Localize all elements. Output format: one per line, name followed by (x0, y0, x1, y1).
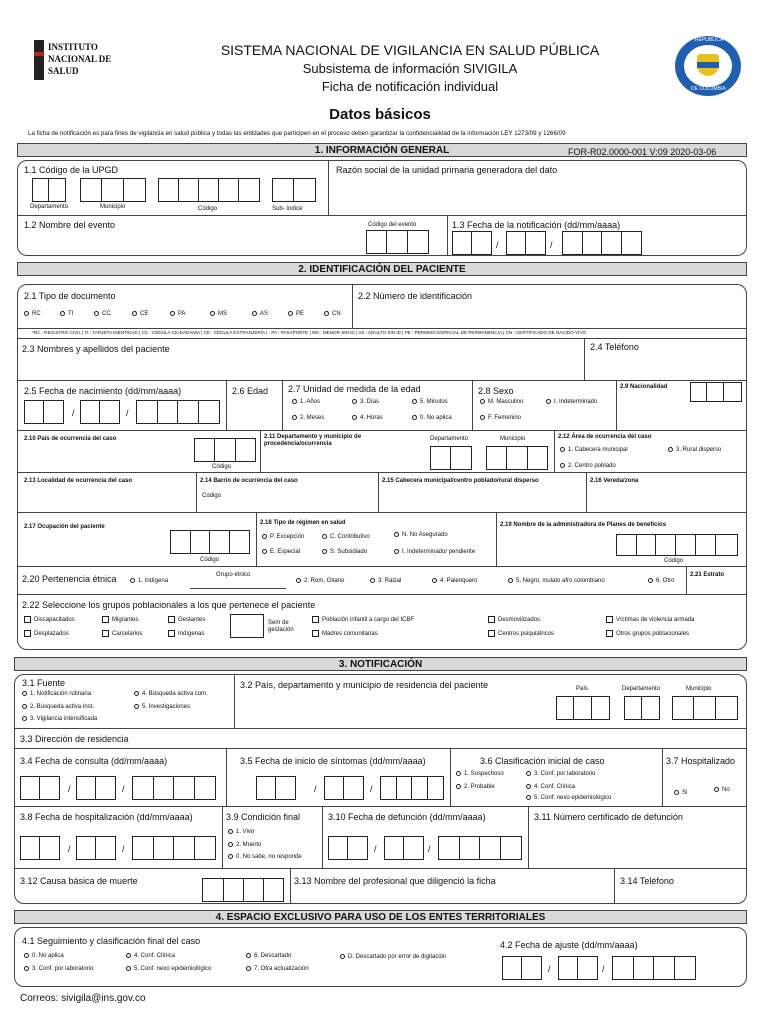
death-year-input[interactable] (438, 836, 522, 860)
label-razon-social: Razón social de la unidad primaria generadora del dato (336, 165, 558, 175)
symptom-month-input[interactable] (324, 776, 364, 800)
label-3-12: 3.12 Causa básica de muerte (20, 876, 138, 886)
section-1-header: 1. INFORMACIÓN GENERAL (17, 143, 747, 157)
upgd-code-label: Código (198, 206, 218, 212)
label-3-7: 3.7 Hospitalizado (666, 756, 736, 766)
label-2-14: 2.14 Barrio de ocurrencia del caso (200, 478, 298, 484)
unit-minutos[interactable]: 5. Minutos (412, 398, 448, 407)
upgd-mun-label: Municipio (100, 204, 126, 210)
grupo-madres-comunitarias[interactable]: Madres comunitarias (312, 630, 378, 639)
etnia-rom[interactable]: 2. Rom, Gitano (296, 577, 344, 586)
semanas-gestacion-label: Sem de gestación (268, 620, 294, 633)
proc-mun-input[interactable] (486, 446, 548, 470)
grupo-icbf[interactable]: Población infantil a cargo del ICBF (312, 616, 414, 625)
grupo-indigenas[interactable]: Indígenas (168, 630, 204, 639)
hosp-day-input[interactable] (20, 836, 60, 860)
label-2-8: 2.8 Sexo (478, 386, 514, 396)
grupo-gestantes[interactable]: Gestantes (168, 616, 205, 625)
clasif-conf-clinica[interactable]: 4. Conf. Clínica (526, 783, 575, 792)
logo-mark-icon (34, 40, 44, 80)
footer-email: Correos: sivigila@ins.gov.co (20, 993, 146, 1004)
label-2-20: 2.20 Pertenencia étnica (22, 574, 117, 584)
ins-logo (34, 38, 124, 82)
upgd-dept-input[interactable] (32, 178, 66, 202)
area-centro[interactable]: 2. Centro poblado (560, 462, 616, 471)
grupo-otros[interactable]: Otros grupos poblacionales (606, 630, 689, 639)
death-cause-input[interactable] (202, 878, 284, 902)
doc-type-cc[interactable]: CC (94, 310, 111, 319)
occupation-code-input[interactable] (170, 530, 250, 554)
label-2-15: 2.15 Cabecera municipal/centro poblado/rural disperso (382, 478, 539, 484)
label-3-9: 3.9 Condición final (226, 812, 301, 822)
doc-type-ti[interactable]: TI (60, 310, 73, 319)
logo-line-3: SALUD (48, 66, 79, 76)
symptom-day-input[interactable] (256, 776, 296, 800)
grupo-discapacitados[interactable]: Discapacitados (24, 616, 75, 625)
unit-anos[interactable]: 1. Años (292, 398, 320, 407)
label-3-13: 3.13 Nombre del profesional que diligenció la ficha (294, 876, 496, 886)
unit-dias[interactable]: 3. Días (352, 398, 379, 407)
country-code-label: Código (212, 464, 232, 470)
label-3-8: 3.8 Fecha de hospitalización (dd/mm/aaaa) (20, 812, 193, 822)
grupo-etnico-label: Grupo étnico (216, 572, 251, 578)
area-rural[interactable]: 3. Rural disperso (668, 446, 721, 455)
doc-type-pe[interactable]: PE (288, 310, 304, 319)
regimen-especial[interactable]: E. Especial (262, 548, 300, 557)
unit-horas[interactable]: 4. Horas (352, 414, 383, 423)
label-3-14: 3.14 Teléfono (620, 876, 674, 886)
colombia-seal-icon (675, 36, 741, 96)
grupo-migrantes[interactable]: Migrantes (102, 616, 138, 625)
res-mun-input[interactable] (672, 696, 738, 720)
hosp-no[interactable]: No (714, 786, 730, 795)
condicion-vivo[interactable]: 1. Vivo (228, 828, 254, 837)
etnia-indigena[interactable]: 1. Indígena (130, 577, 168, 586)
upgd-code-input[interactable] (158, 178, 260, 202)
label-3-5: 3.5 Fecha de inicio de síntomas (dd/mm/aaaa) (240, 756, 426, 766)
clasif-conf-lab[interactable]: 3. Conf. por laboratorio (526, 770, 595, 779)
grupo-victimas[interactable]: Víctimas de violencia armada (606, 616, 694, 625)
consult-day-input[interactable] (20, 776, 60, 800)
logo-line-1: INSTITUTO (48, 42, 98, 52)
doc-type-ms[interactable]: MS (210, 310, 227, 319)
subtitle: Subsistema de información SIVIGILA (302, 61, 518, 76)
page-title: SISTEMA NACIONAL DE VIGILANCIA EN SALUD PÚBLICA (220, 42, 600, 58)
label-3-10: 3.10 Fecha de defunción (dd/mm/aaaa) (328, 812, 486, 822)
clasif-sospechoso[interactable]: 1. Sospechoso (456, 770, 504, 779)
label-2-12: 2.12 Área de ocurrencia del caso (558, 434, 652, 440)
death-day-input[interactable] (328, 836, 368, 860)
section-2-header: 2. IDENTIFICACIÓN DEL PACIENTE (17, 262, 747, 276)
grupo-desmovilizados[interactable]: Desmovilizados (488, 616, 540, 625)
country-code-input[interactable] (194, 438, 256, 462)
seal-bottom-text: DE COLOMBIA (691, 86, 726, 92)
res-country-input[interactable] (556, 696, 610, 720)
res-dept-label: Departamento (622, 686, 661, 692)
area-cabecera[interactable]: 1. Cabecera municipal (560, 446, 628, 455)
notif-month-input[interactable] (506, 231, 546, 255)
etnia-otro[interactable]: 6. Otro (648, 577, 674, 586)
condicion-no-sabe[interactable]: 0. No sabe, no responde (228, 853, 302, 862)
regimen-subsidiado[interactable]: S. Subsidiado (322, 548, 367, 557)
fuente-investigaciones[interactable]: 5. Investigaciones (134, 703, 190, 712)
occupation-code-label: Código (200, 557, 220, 563)
regimen-contributivo[interactable]: C. Contributivo (322, 533, 370, 542)
notif-day-input[interactable] (452, 231, 492, 255)
label-1-2: 1.2 Nombre del evento (24, 220, 116, 230)
grupo-centros-psiquiatricos[interactable]: Centros psiquiátricos (488, 630, 554, 639)
grupo-carcelarios[interactable]: Carcelarios (102, 630, 142, 639)
subtitle-2: Ficha de notificación individual (321, 79, 499, 94)
label-3-6: 3.6 Clasificación inicial de caso (480, 756, 605, 766)
adjust-year-input[interactable] (612, 956, 696, 980)
label-3-11: 3.11 Número certificado de defunción (534, 812, 683, 822)
label-2-1: 2.1 Tipo de documento (24, 291, 116, 301)
event-code-input[interactable] (366, 230, 429, 254)
seg-conf-lab[interactable]: 3. Conf. por laboratorio (24, 965, 93, 974)
upgd-mun-input[interactable] (80, 178, 146, 202)
adjust-month-input[interactable] (558, 956, 598, 980)
label-4-2: 4.2 Fecha de ajuste (dd/mm/aaaa) (500, 940, 638, 950)
consult-year-input[interactable] (132, 776, 216, 800)
unit-no-aplica[interactable]: 0. No aplica (412, 414, 452, 423)
mun-label: Municipio (500, 436, 526, 442)
label-2-4: 2.4 Teléfono (590, 342, 639, 352)
res-dept-input[interactable] (624, 696, 660, 720)
etnia-palenquero[interactable]: 4. Palenquero (432, 577, 477, 586)
label-2-2: 2.2 Número de identificación (358, 291, 473, 301)
doc-type-cn[interactable]: CN (324, 310, 341, 319)
label-3-3: 3.3 Dirección de residencia (20, 734, 129, 744)
semanas-gestacion-input[interactable] (230, 614, 264, 638)
label-2-11: 2.11 Departamento y municipio de procedencia/ocurrencia (264, 434, 362, 447)
section-3-header: 3. NOTIFICACIÓN (14, 657, 747, 671)
label-1-3: 1.3 Fecha de la notificación (dd/mm/aaaa) (452, 220, 621, 230)
nationality-input[interactable] (690, 382, 742, 402)
seg-no-aplica[interactable]: 0. No aplica (24, 952, 64, 961)
fuente-vigilancia[interactable]: 3. Vigilancia intensificada (22, 715, 97, 724)
death-month-input[interactable] (384, 836, 424, 860)
label-2-3: 2.3 Nombres y apellidos del paciente (22, 344, 170, 354)
seal-top-text: REPÚBLICA (695, 37, 724, 43)
sexo-masculino[interactable]: M. Masculino (480, 398, 523, 407)
seg-conf-clinica[interactable]: 4. Conf. Clínica (126, 952, 175, 961)
dept-label: Departamento (430, 436, 469, 442)
section-4-header: 4. ESPACIO EXCLUSIVO PARA USO DE LOS ENTES TERRITORIALES (14, 910, 747, 924)
seg-otra-actualizacion[interactable]: 7. Otra actualización (246, 965, 309, 974)
birth-month-input[interactable] (80, 400, 120, 424)
label-2-19: 2.19 Nombre de la administradora de Planes de beneficios (500, 522, 667, 528)
label-2-16: 2.16 Vereda/zona (590, 478, 639, 484)
eapb-code-input[interactable] (616, 534, 738, 556)
doc-type-legend: *RC : REGISTRO CIVIL | TI : TARJETA IDENTIDAD | CC : CÉDULA CIUDADANÍA | CE : CÉDULA EXTRANJERÍA | - PA : PASAPORTE | MS : MENOR SIN ID | AS : ADULTO SIN ID | PE : PERMISO ESPECIAL DE PERMANENCIA | CN : CERTIFICADO DE NACIDO VIVO (32, 330, 587, 335)
eapb-code-label: Código (664, 558, 684, 564)
upgd-sub-label: Sub- índice (272, 206, 303, 212)
doc-type-pa[interactable]: PA (170, 310, 186, 319)
doc-type-as[interactable]: AS (252, 310, 268, 319)
grupo-desplazados[interactable]: Desplazados (24, 630, 69, 639)
fuente-busqueda-inst[interactable]: 2. Búsqueda activa Inst. (22, 703, 94, 712)
seg-descartado-error[interactable]: D. Descartado por error de digitación (340, 953, 446, 962)
clasif-probable[interactable]: 2. Probable (456, 783, 495, 792)
sexo-indeterminado[interactable]: I. Indeterminado (546, 398, 597, 407)
sexo-femenino[interactable]: F. Femenino (480, 414, 521, 423)
etnia-raizal[interactable]: 3. Raizal (370, 577, 401, 586)
confidentiality-notice: La ficha de notificación es para fines de vigilancia en salud pública y todas las entidades que participen en el proceso deben garantizar la confidencialidad de la información LEY 1273/09 y 1266/09 (28, 130, 566, 137)
label-2-6: 2.6 Edad (232, 386, 269, 396)
birth-day-input[interactable] (24, 400, 64, 424)
doc-type-rc[interactable]: RC (24, 310, 41, 319)
regimen-no-asegurado[interactable]: N. No Asegurado (394, 531, 448, 540)
label-3-1: 3.1 Fuente (22, 678, 66, 688)
seg-descartado[interactable]: 6. Descartado (246, 952, 291, 961)
label-2-5: 2.5 Fecha de nacimiento (dd/mm/aaaa) (24, 386, 182, 396)
adjust-day-input[interactable] (502, 956, 542, 980)
form-title: Datos básicos (329, 106, 431, 123)
upgd-sub-input[interactable] (272, 178, 316, 202)
label-2-22: 2.22 Seleccione los grupos poblacionales a los que pertenece el paciente (22, 600, 316, 610)
hosp-si[interactable]: Si (674, 789, 687, 798)
hosp-month-input[interactable] (76, 836, 116, 860)
label-codigo-evento: Código del evento (368, 222, 417, 228)
birth-year-input[interactable] (136, 400, 220, 424)
res-mun-label: Municipio (686, 686, 712, 692)
symptom-year-input[interactable] (380, 776, 444, 800)
label-2-7: 2.7 Unidad de medida de la edad (288, 384, 421, 394)
condicion-muerto[interactable]: 2. Muerto (228, 841, 261, 850)
regimen-indeterminado[interactable]: I. Indeterminado/ pendiente (394, 548, 475, 557)
barrio-code-label: Código (202, 493, 222, 499)
label-3-2: 3.2 País, departamento y municipio de residencia del paciente (240, 680, 489, 690)
label-2-17: 2.17 Ocupación del paciente (24, 524, 105, 530)
unit-meses[interactable]: 2. Meses (292, 414, 324, 423)
fuente-busqueda-com[interactable]: 4. Búsqueda activa com. (134, 690, 208, 699)
consult-month-input[interactable] (76, 776, 116, 800)
hosp-year-input[interactable] (132, 836, 216, 860)
label-2-21: 2.21 Estrato (690, 572, 725, 578)
label-3-4: 3.4 Fecha de consulta (dd/mm/aaaa) (20, 756, 168, 766)
seg-conf-nexo[interactable]: 5. Conf. nexo epidemiológico (126, 965, 211, 974)
regimen-excepcion[interactable]: P. Excepción (262, 533, 304, 542)
logo-line-2: NACIONAL DE (48, 54, 112, 64)
label-4-1: 4.1 Seguimiento y clasificación final del caso (22, 936, 201, 946)
clasif-conf-nexo[interactable]: 5. Conf. nexo epidemiológico (526, 794, 611, 803)
doc-type-ce[interactable]: CE (132, 310, 148, 319)
label-2-18: 2.18 Tipo de régimen en salud (260, 520, 346, 526)
label-2-10: 2.10 País de ocurrencia del caso (24, 436, 117, 442)
label-2-9: 2.9 Nacionalidad (620, 384, 668, 390)
form-code: FOR-R02.0000-001 V:09 2020-03-06 (568, 147, 717, 157)
label-1-1: 1.1 Código de la UPGD (24, 165, 119, 175)
etnia-negro[interactable]: 5. Negro, mulato afro colombiano (508, 577, 605, 586)
upgd-dept-label: Departamento (30, 204, 69, 210)
fuente-rutinaria[interactable]: 1. Notificación rutinaria (22, 690, 91, 699)
proc-dept-input[interactable] (430, 446, 472, 470)
label-2-13: 2.13 Localidad de ocurrencia del caso (24, 478, 133, 484)
res-country-label: País (576, 686, 589, 692)
notif-year-input[interactable] (562, 231, 642, 255)
